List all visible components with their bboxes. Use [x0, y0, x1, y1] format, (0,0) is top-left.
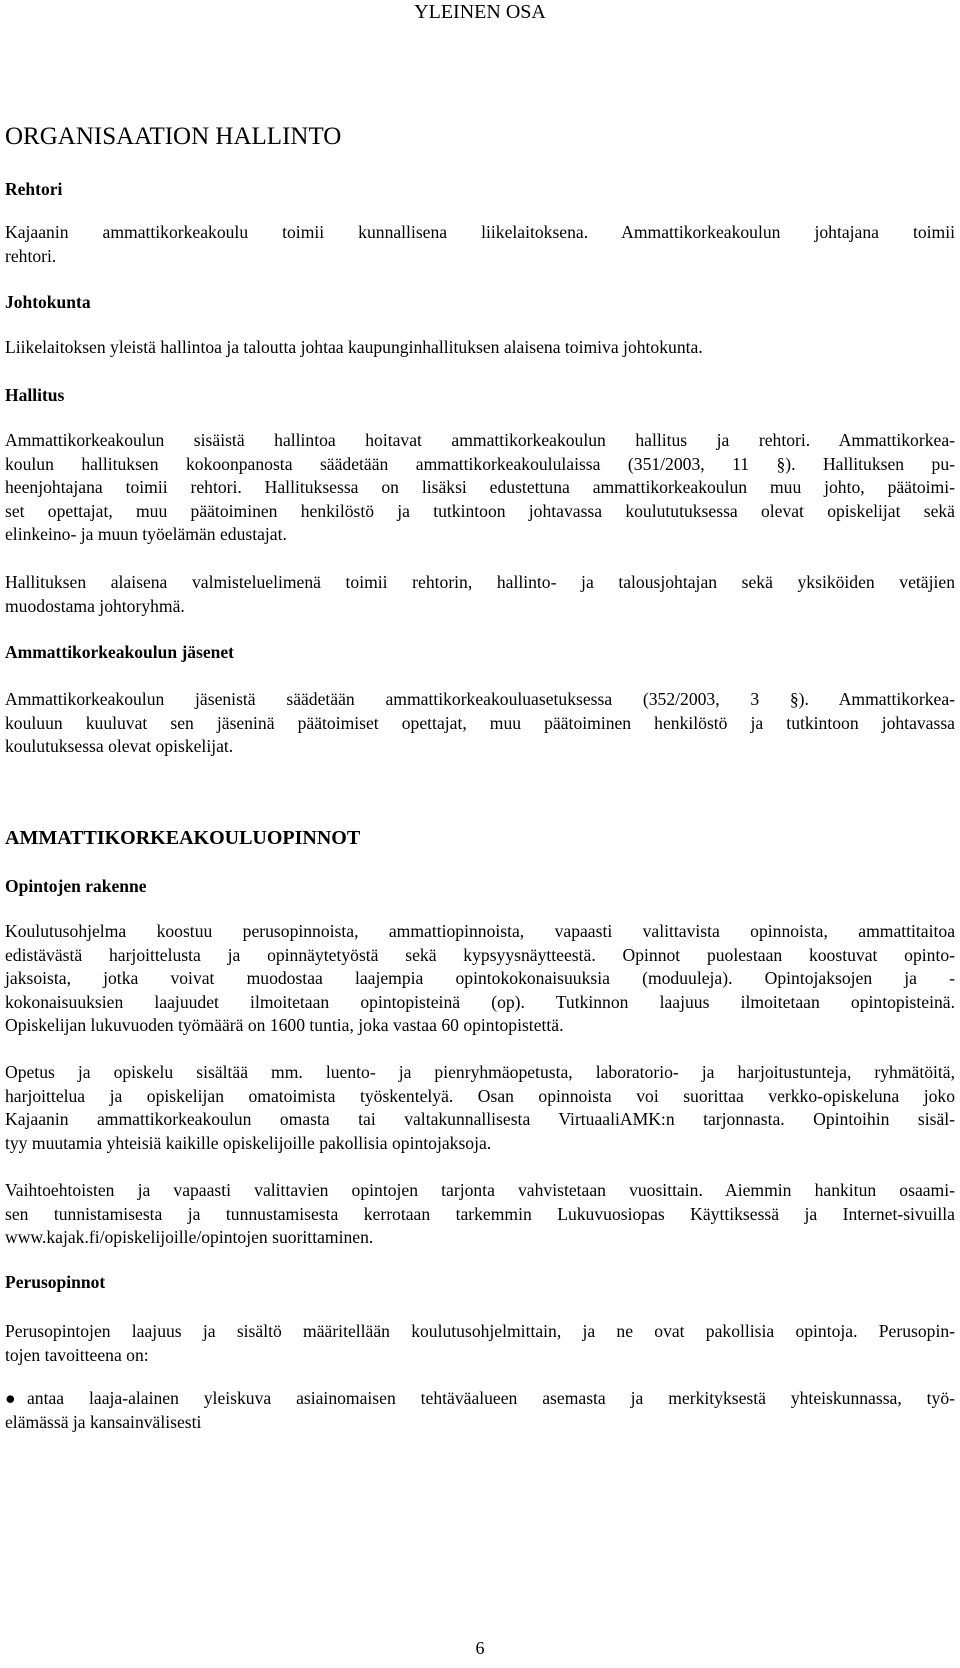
bullet-text: [27, 1387, 955, 1411]
text-line: tyy muutamia yhteisiä kaikille opiskelijoille pakollisia opintojaksoja.: [5, 1132, 492, 1153]
text-line: Ammattikorkeakoulun sisäistä hallintoa hoitavat ammattikorkeakoulun hallitus ja rehtori. Ammattikorkea-: [5, 430, 955, 450]
text-line: antaa laaja-alainen yleiskuva asiainomaisen tehtäväalueen asemasta ja merkityksestä yhteiskunnassa, työ-: [27, 1388, 955, 1408]
text-line: www.kajak.fi/opiskelijoille/opintojen suorittaminen.: [5, 1227, 374, 1248]
paragraph-hallitus-1: [5, 429, 955, 547]
text-line: Ammattikorkeakoulun jäsenistä säädetään ammattikorkeakouluasetuksessa (352/2003, 3 §). Ammattikorkea-: [5, 689, 955, 709]
paragraph-perusopinnot: [5, 1320, 955, 1367]
heading-jasenet: Ammattikorkeakoulun jäsenet: [5, 642, 234, 662]
text-line: rehtori.: [5, 245, 57, 266]
text-line: Liikelaitoksen yleistä hallintoa ja taloutta johtaa kaupunginhallituksen alaisena toimiva johtokunta.: [5, 337, 703, 357]
heading-rehtori: Rehtori: [5, 179, 63, 199]
text-line: Perusopintojen laajuus ja sisältö määritellään koulutusohjelmittain, ja ne ovat pakollisia opintoja. Perusopin-: [5, 1321, 955, 1341]
text-line: tojen tavoitteena on:: [5, 1344, 149, 1365]
text-line: koulun hallituksen kokoonpanosta säädetään ammattikorkeakoululaissa (351/2003, 11 §). Hallituksen pu-: [5, 453, 955, 474]
heading-hallitus: Hallitus: [5, 385, 65, 405]
paragraph-rakenne-2: [5, 1061, 955, 1155]
page-number: 6: [475, 1638, 485, 1658]
paragraph-rakenne-1: [5, 920, 955, 1038]
text-line: jaksoista, jotka voivat muodostaa laajempia opintokokonaisuuksia (moduuleja). Opintojaksojen ja -: [5, 968, 955, 989]
heading-perusopinnot: Perusopinnot: [5, 1272, 106, 1292]
text-line: Hallituksen alaisena valmisteluelimenä toimii rehtorin, hallinto- ja talousjohtajan sekä yksiköiden vetäjien: [5, 572, 955, 592]
text-line: Kajaanin ammattikorkeakoulun omasta tai valtakunnallisesta VirtuaaliAMK:n tarjonnasta. Opintoihin sisäl-: [5, 1109, 955, 1130]
text-line: Opiskelijan lukuvuoden työmäärä on 1600 tuntia, joka vastaa 60 opintopistettä.: [5, 1015, 564, 1036]
text-line: harjoittelua ja opiskelijan omatoimista työskentelyä. Osan opinnoista voi suorittaa verkko-opiskeluna joko: [5, 1085, 955, 1106]
text-line: kouluun kuuluvat sen jäseninä päätoimiset opettajat, muu päätoiminen henkilöstö ja tutkintoon johtavassa: [5, 712, 955, 733]
text-line: Kajaanin ammattikorkeakoulu toimii kunnallisena liikelaitoksena. Ammattikorkeakoulun johtajana toimii: [5, 222, 955, 242]
text-line: elämässä ja kansainvälisesti: [5, 1412, 202, 1432]
paragraph-johtokunta: [5, 336, 955, 360]
bullet-icon: ●: [5, 1388, 16, 1408]
bullet-continuation: [5, 1411, 955, 1435]
paragraph-rakenne-3: [5, 1179, 955, 1250]
paragraph-hallitus-2: [5, 571, 955, 618]
heading-opintojen-rakenne: Opintojen rakenne: [5, 876, 147, 896]
bullet-list-item: [5, 1387, 955, 1411]
section-title-ammattikorkeakouluopinnot: AMMATTIKORKEAKOULUOPINNOT: [5, 827, 361, 849]
text-line: elinkeino- ja muun työelämän edustajat.: [5, 524, 287, 545]
running-header: YLEINEN OSA: [414, 1, 546, 23]
section-title-organisaation-hallinto: ORGANISAATION HALLINTO: [5, 123, 342, 150]
text-line: edistävästä harjoittelusta ja opinnäytetyöstä sekä kypsyysnäytteestä. Opinnot puolestaan koostuvat opinto-: [5, 944, 955, 965]
text-line: sen tunnistamisesta ja tunnustamisesta kerrotaan tarkemmin Lukuvuosiopas Käyttiksessä ja Internet-sivuilla: [5, 1203, 955, 1224]
paragraph-jasenet: [5, 688, 955, 759]
heading-johtokunta: Johtokunta: [5, 292, 91, 312]
text-line: koulutuksessa olevat opiskelijat.: [5, 736, 234, 757]
text-line: Vaihtoehtoisten ja vapaasti valittavien opintojen tarjonta vahvistetaan vuosittain. Aiemmin hankitun osaami-: [5, 1180, 955, 1200]
text-line: set opettajat, muu päätoiminen henkilöstö ja tutkintoon johtavassa koulututuksessa olevat opiskelijat sekä: [5, 500, 955, 521]
text-line: kokonaisuuksien laajuudet ilmoitetaan opintopisteinä (op). Tutkinnon laajuus ilmoitetaan opintopisteinä.: [5, 991, 955, 1012]
paragraph-rehtori: [5, 221, 955, 268]
text-line: Opetus ja opiskelu sisältää mm. luento- ja pienryhmäopetusta, laboratorio- ja harjoitustunteja, ryhmätöitä,: [5, 1062, 955, 1082]
text-line: muodostama johtoryhmä.: [5, 595, 185, 616]
text-line: Koulutusohjelma koostuu perusopinnoista, ammattiopinnoista, vapaasti valittavista opinnoista, ammattitaitoa: [5, 921, 955, 941]
text-line: heenjohtajana toimii rehtori. Hallituksessa on lisäksi edustettuna ammattikorkeakoulun muu johto, päätoimi-: [5, 477, 955, 498]
